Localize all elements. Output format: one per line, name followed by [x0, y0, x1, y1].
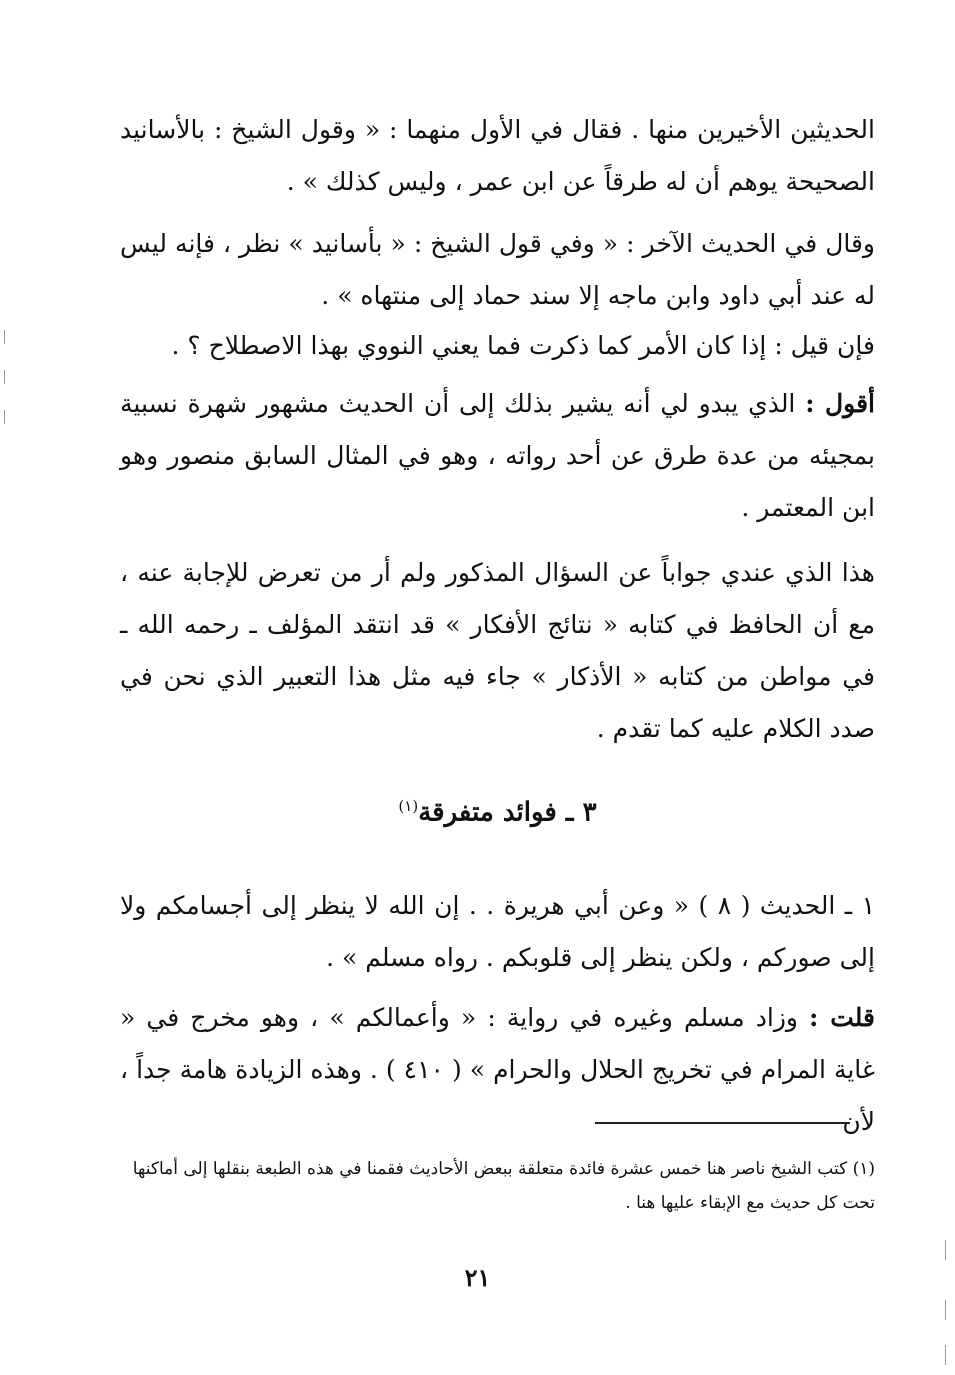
- paragraph-1: [120, 104, 875, 208]
- scan-margin-mark: [4, 410, 5, 424]
- paragraph-2: [120, 218, 875, 322]
- scan-margin-mark: [945, 1300, 946, 1320]
- paragraph-2-text: وقال في الحديث الآخر : « وفي قول الشيخ : « بأسانيد » نظر ، فإنه ليس له عند أبي داود وابن ماجه إلا سند حماد إلى منتهاه » .: [120, 229, 875, 310]
- paragraph-4: [120, 378, 875, 534]
- paragraph-3-text: فإن قيل : إذا كان الأمر كما ذكرت فما يعني النووي بهذا الاصطلاح ؟ .: [171, 331, 875, 360]
- section-heading-text: ٣ ـ فوائد متفرقة: [418, 797, 597, 828]
- paragraph-5-text: هذا الذي عندي جواباً عن السؤال المذكور ولم أر من تعرض للإجابة عنه ، مع أن الحافظ في كتابه « نتائج الأفكار » قد انتقد المؤلف ـ رحمه الله ـ في مواطن من كتابه « الأذكار » جاء فيه مثل هذا التعبير الذي نحن في صدد الكلام عليه كما تقدم .: [120, 558, 875, 743]
- paragraph-7: [120, 992, 875, 1148]
- paragraph-4-body: [120, 378, 875, 534]
- paragraph-7-body: [120, 992, 875, 1148]
- paragraph-3: [120, 320, 875, 372]
- paragraph-1-text: الحديثين الأخيرين منها . فقال في الأول منهما : « وقول الشيخ : بالأسانيد الصحيحة يوهم أن له طرقاً عن ابن عمر ، وليس كذلك » .: [120, 115, 875, 196]
- scan-margin-mark: [945, 1345, 946, 1365]
- paragraph-4-text: الذي يبدو لي أنه يشير بذلك إلى أن الحديث مشهور شهرة نسبية بمجيئه من عدة طرق عن أحد رواته ، وهو في المثال السابق منصور وهو ابن المعتمر .: [120, 389, 875, 522]
- paragraph-4-label: أقول :: [805, 389, 875, 418]
- page-number: ٢١: [464, 1263, 491, 1292]
- paragraph-5: [120, 547, 875, 755]
- footnote: [120, 1152, 875, 1220]
- heading-footnote-ref: (١): [398, 797, 419, 815]
- scan-margin-mark: [945, 1240, 946, 1260]
- paragraph-7-label: قلت :: [809, 1003, 875, 1032]
- footnote-divider: [595, 1122, 850, 1124]
- section-heading: [120, 780, 875, 839]
- scan-margin-mark: [4, 370, 5, 384]
- footnote-text: (١) كتب الشيخ ناصر هنا خمس عشرة فائدة متعلقة ببعض الأحاديث فقمنا في هذه الطبعة بنقلها إلى أماكنها تحت كل حديث مع الإبقاء عليها هنا .: [132, 1159, 875, 1213]
- scan-margin-mark: [4, 330, 5, 344]
- paragraph-7-text: وزاد مسلم وغيره في رواية : « وأعمالكم » ، وهو مخرج في « غاية المرام في تخريج الحلال والحرام » ( ٤١٠ ) . وهذه الزيادة هامة جداً ، لأن: [120, 1003, 876, 1136]
- paragraph-6: [120, 880, 875, 984]
- paragraph-6-text: ١ ـ الحديث ( ٨ ) « وعن أبي هريرة . . إن الله لا ينظر إلى أجسامكم ولا إلى صوركم ، ولكن ينظر إلى قلوبكم . رواه مسلم » .: [120, 891, 875, 972]
